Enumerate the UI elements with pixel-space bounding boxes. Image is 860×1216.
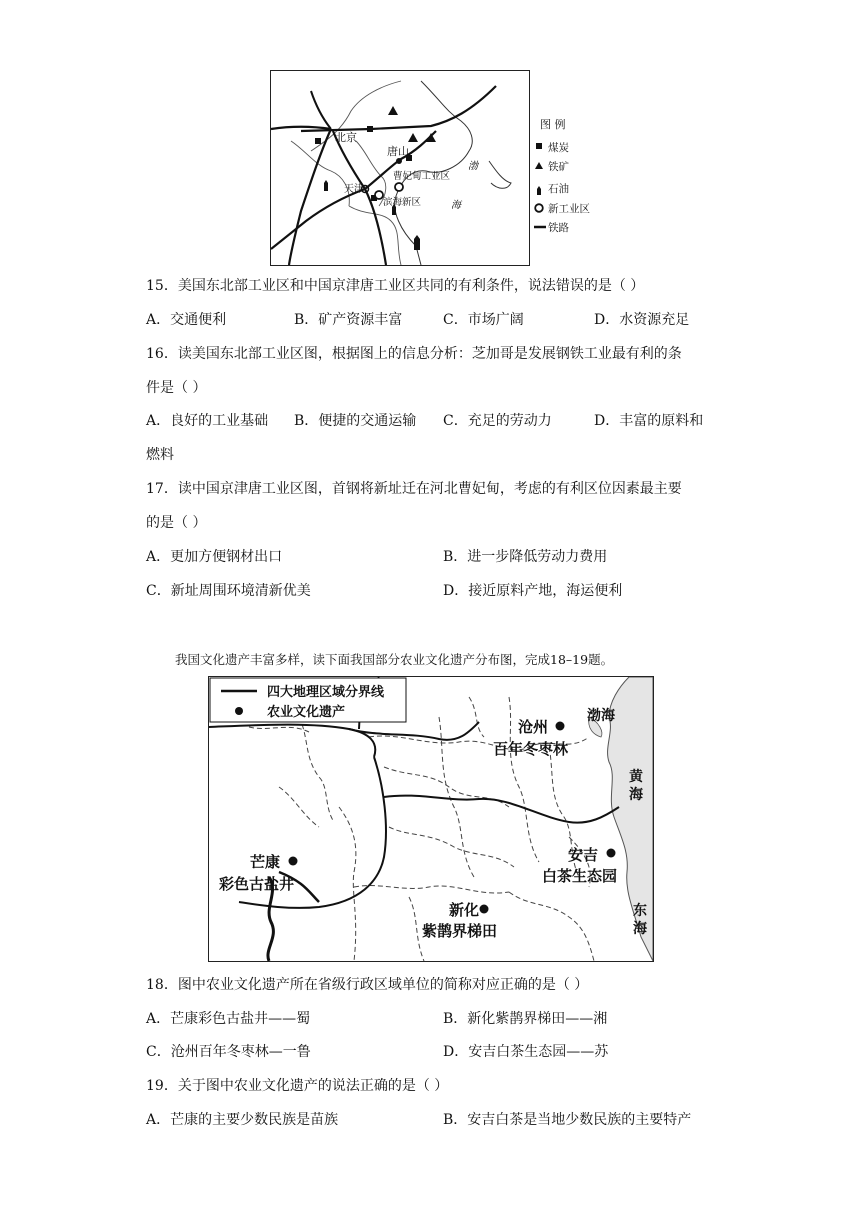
q15-option-c[interactable]: C．市场广阔 [443, 312, 524, 328]
legend-oil-icon [537, 186, 541, 195]
legend-new-zone-icon [535, 204, 543, 212]
jingjintang-map-svg [271, 71, 529, 265]
heritage-map-svg [209, 677, 653, 961]
jingjintang-map [270, 70, 530, 266]
label-huanghai-1: 黄 [629, 769, 643, 785]
legend-heritage: 农业文化遗产 [267, 705, 346, 720]
section-intro: 我国文化遗产丰富多样，读下面我国部分农业文化遗产分布图，完成18–19题。 [175, 652, 614, 667]
label-cangzhou-site: 百年冬枣林 [493, 740, 569, 758]
legend-new-zone: 新工业区 [548, 203, 590, 215]
q15-stem: 15．美国东北部工业区和中国京津唐工业区共同的有利条件，说法错误的是（ ） [146, 278, 645, 294]
boundary-line [291, 141, 349, 206]
q16-option-b[interactable]: B．便捷的交通运输 [294, 413, 417, 429]
q15-option-d[interactable]: D．水资源充足 [594, 312, 690, 328]
q19-option-b[interactable]: B．安吉白茶是当地少数民族的主要特产 [443, 1112, 692, 1128]
q17-option-c[interactable]: C．新址周围环境清新优美 [146, 583, 311, 599]
q18-option-d[interactable]: D．安吉白茶生态园——苏 [443, 1044, 609, 1060]
q18-option-b[interactable]: B．新化紫鹊界梯田——湘 [443, 1011, 608, 1027]
label-mangkang: 芒康 [250, 853, 281, 871]
q16-stem-line1: 16．读美国东北部工业区图，根据图上的信息分析：芝加哥是发展钢铁工业最有利的条 [146, 346, 682, 362]
cangzhou-point [556, 722, 565, 731]
legend-iron: 铁矿 [548, 161, 569, 173]
legend-coal: 煤炭 [548, 142, 569, 154]
q16-option-a[interactable]: A．良好的工业基础 [146, 413, 269, 429]
legend-railway: 铁路 [548, 222, 569, 234]
q17-option-b[interactable]: B．进一步降低劳动力费用 [443, 549, 608, 565]
anji-point [607, 849, 616, 858]
label-xinhua: 新化 [449, 901, 480, 919]
label-bo: 渤 [468, 161, 478, 172]
q17-option-a[interactable]: A．更加方便钢材出口 [146, 549, 283, 565]
q17-option-d[interactable]: D．接近原料产地，海运便利 [443, 583, 623, 599]
caofeidian-new-zone-symbol [395, 183, 403, 191]
oil-symbol [414, 235, 420, 250]
label-caofeidian: 曹妃甸工业区 [393, 171, 451, 182]
binhai-new-zone-symbol [375, 191, 383, 199]
iron-ore-symbol [408, 133, 418, 142]
q18-stem: 18．图中农业文化遗产所在省级行政区域单位的简称对应正确的是（ ） [146, 977, 589, 993]
q17-stem-line2: 的是（ ） [146, 515, 207, 531]
legend-title: 图 例 [540, 118, 566, 131]
label-donghai-1: 东 [633, 903, 647, 919]
label-mangkang-site: 彩色古盐井 [219, 875, 295, 893]
label-anji-site: 白茶生态园 [542, 867, 618, 885]
iron-ore-symbol [388, 106, 398, 115]
legend-coal-icon [536, 143, 542, 149]
xinhua-point [480, 905, 489, 914]
legend-heritage-icon [235, 707, 243, 715]
q18-option-c[interactable]: C．沧州百年冬枣林—一鲁 [146, 1044, 311, 1060]
railway-line [271, 127, 331, 129]
legend-iron-icon [535, 162, 543, 169]
legend-boundary: 四大地理区域分界线 [267, 685, 385, 700]
label-beijing: 北京 [335, 131, 357, 144]
label-donghai-2: 海 [633, 921, 647, 937]
q17-stem-line1: 17．读中国京津唐工业区图，首钢将新址迁在河北曹妃甸，考虑的有利区位因素最主要 [146, 481, 682, 497]
peninsula-coast [489, 161, 511, 188]
label-cangzhou: 沧州 [518, 718, 549, 736]
label-bohai: 渤海 [587, 708, 615, 724]
railway-line [301, 86, 496, 131]
mangkang-point [289, 857, 298, 866]
heritage-map [208, 676, 654, 962]
q16-option-d[interactable]: D．丰富的原料和 [594, 413, 704, 429]
label-hai: 海 [451, 200, 461, 211]
map1-legend [534, 116, 614, 236]
label-tangshan: 唐山 [387, 145, 409, 158]
q16-option-d-cont: 燃料 [146, 447, 174, 463]
label-xinhua-site: 紫鹊界梯田 [422, 922, 498, 940]
q16-stem-line2: 件是（ ） [146, 380, 207, 396]
oil-symbol [324, 180, 328, 191]
coal-symbol [367, 126, 373, 132]
q19-option-a[interactable]: A．芒康的主要少数民族是苗族 [146, 1112, 339, 1128]
railway-line [271, 189, 365, 249]
tangshan-dot [396, 158, 402, 164]
q16-option-c[interactable]: C．充足的劳动力 [443, 413, 552, 429]
q18-option-a[interactable]: A．芒康彩色古盐井——蜀 [146, 1011, 311, 1027]
label-binhai: 滨海新区 [383, 197, 422, 208]
map1-legend-svg [534, 116, 614, 236]
q15-option-a[interactable]: A．交通便利 [146, 312, 227, 328]
label-tianjin: 天津 [344, 184, 364, 195]
railway-line [289, 129, 331, 265]
legend-oil: 石油 [548, 183, 569, 195]
q19-stem: 19．关于图中农业文化遗产的说法正确的是（ ） [146, 1078, 449, 1094]
q15-option-b[interactable]: B．矿产资源丰富 [294, 312, 403, 328]
iron-ore-symbol [426, 133, 436, 142]
label-anji: 安吉 [568, 846, 599, 864]
coal-symbol [315, 138, 321, 144]
label-huanghai-2: 海 [629, 787, 643, 803]
railway-line [311, 91, 331, 129]
